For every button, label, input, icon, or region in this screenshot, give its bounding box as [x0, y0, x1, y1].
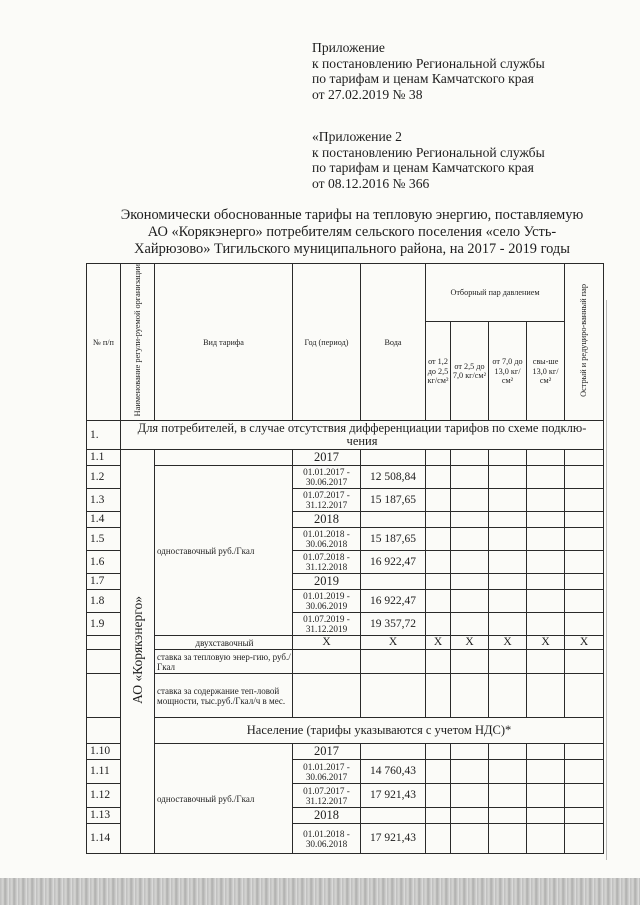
water-value: 12 508,84 [361, 466, 426, 489]
header-steam-group: Отборный пар давлением [426, 264, 565, 322]
population-row [87, 718, 604, 744]
header-sharp-steam: Острый и редуциро-ванный пар [565, 264, 604, 421]
year-cell: 2017 [293, 450, 361, 466]
row-num: 1.4 [87, 512, 121, 528]
period-cell: 01.01.2018 - 30.06.2018 [293, 528, 361, 551]
row-num: 1.7 [87, 574, 121, 590]
section-row [87, 421, 604, 450]
row-num: 1.14 [87, 824, 121, 854]
row-num: 1.3 [87, 489, 121, 512]
table-header-row [87, 264, 604, 322]
two-rate-row [87, 636, 604, 650]
section-num: 1. [87, 421, 121, 450]
table-row [87, 450, 604, 466]
year-cell: 2018 [293, 512, 361, 528]
row-num: 1.1 [87, 450, 121, 466]
x-mark: Х [489, 636, 527, 650]
row-num: 1.9 [87, 613, 121, 636]
document-title [96, 207, 608, 258]
water-value: 15 187,65 [361, 489, 426, 512]
header-steam-1: от 1,2 до 2,5 кг/см² [426, 322, 451, 421]
row-num: 1.12 [87, 784, 121, 808]
header-line: по тарифам и ценам Камчатского края [312, 71, 534, 86]
x-mark: Х [527, 636, 565, 650]
header-line: от 27.02.2019 № 38 [312, 86, 423, 102]
x-mark: Х [426, 636, 451, 650]
year-cell: 2017 [293, 744, 361, 760]
appendix-2-header [312, 129, 545, 191]
scan-edge-line [606, 300, 607, 860]
header-num: № п/п [87, 264, 121, 421]
row-num: 1.6 [87, 551, 121, 574]
water-value: 17 921,43 [361, 824, 426, 854]
water-value: 14 760,43 [361, 760, 426, 784]
header-steam-4: свы-ше 13,0 кг/см² [527, 322, 565, 421]
period-cell: 01.07.2017 - 31.12.2017 [293, 784, 361, 808]
row-num: 1.8 [87, 590, 121, 613]
period-cell: 01.01.2019 - 30.06.2019 [293, 590, 361, 613]
rate-capacity-label: ставка за содержание теп-ловой мощности, тыс.руб./Гкал/ч в мес. [155, 674, 293, 718]
row-num: 1.5 [87, 528, 121, 551]
x-mark: Х [565, 636, 604, 650]
header-line: «Приложение 2 [312, 129, 402, 144]
rate-capacity-row [87, 674, 604, 718]
period-cell: 01.01.2018 - 30.06.2018 [293, 824, 361, 854]
row-num: 1.11 [87, 760, 121, 784]
header-year: Год (период) [293, 264, 361, 421]
x-mark: Х [361, 636, 426, 650]
header-line: от 08.12.2016 № 366 [312, 175, 430, 191]
header-line: к постановлению Региональной службы [312, 144, 545, 160]
table-row [87, 744, 604, 760]
single-rate-label: одноставочный руб./Гкал [155, 466, 293, 636]
header-org: Наименование регули-руемой организации [121, 264, 155, 421]
tariff-table [86, 263, 604, 854]
water-value: 17 921,43 [361, 784, 426, 808]
year-cell: 2019 [293, 574, 361, 590]
section-title: Для потребителей, в случае отсутствия дифференциации тарифов по схеме подклю-чения [121, 421, 604, 450]
period-cell: 01.07.2018 - 31.12.2018 [293, 551, 361, 574]
period-cell: 01.07.2019 - 31.12.2019 [293, 613, 361, 636]
x-mark: Х [451, 636, 489, 650]
single-rate-label: одноставочный руб./Гкал [155, 744, 293, 854]
period-cell: 01.01.2017 - 30.06.2017 [293, 760, 361, 784]
title-line: АО «Корякэнерго» потребителям сельского поселения «село Усть- [147, 224, 557, 240]
rate-heat-row [87, 650, 604, 674]
tariff-type-empty [155, 450, 293, 466]
x-mark: Х [293, 636, 361, 650]
year-cell: 2018 [293, 808, 361, 824]
water-value: 16 922,47 [361, 551, 426, 574]
header-line: Приложение [312, 40, 385, 55]
header-line: по тарифам и ценам Камчатского края [312, 160, 534, 175]
row-num: 1.10 [87, 744, 121, 760]
row-num: 1.13 [87, 808, 121, 824]
water-value: 16 922,47 [361, 590, 426, 613]
title-line: Экономически обоснованные тарифы на тепловую энергию, поставляемую [120, 207, 584, 223]
table-row [87, 466, 604, 489]
scan-noise-strip [0, 878, 640, 905]
header-steam-2: от 2,5 до 7,0 кг/см² [451, 322, 489, 421]
appendix-header [312, 40, 545, 102]
population-title: Население (тарифы указываются с учетом НДС)* [155, 718, 604, 744]
two-rate-label: двухставочный [155, 636, 293, 650]
header-tariff-type: Вид тарифа [155, 264, 293, 421]
water-value: 15 187,65 [361, 528, 426, 551]
period-cell: 01.07.2017 - 31.12.2017 [293, 489, 361, 512]
org-name: АО «Корякэнерго» [121, 450, 155, 854]
title-line: Хайрюзово» Тигильского муниципального района, на 2017 - 2019 годы [134, 241, 570, 257]
water-value: 19 357,72 [361, 613, 426, 636]
rate-heat-label: ставка за тепловую энер-гию, руб./Гкал [155, 650, 293, 674]
row-num: 1.2 [87, 466, 121, 489]
header-steam-3: от 7,0 до 13,0 кг/см² [489, 322, 527, 421]
header-line: к постановлению Региональной службы [312, 55, 545, 71]
header-water: Вода [361, 264, 426, 421]
period-cell: 01.01.2017 - 30.06.2017 [293, 466, 361, 489]
